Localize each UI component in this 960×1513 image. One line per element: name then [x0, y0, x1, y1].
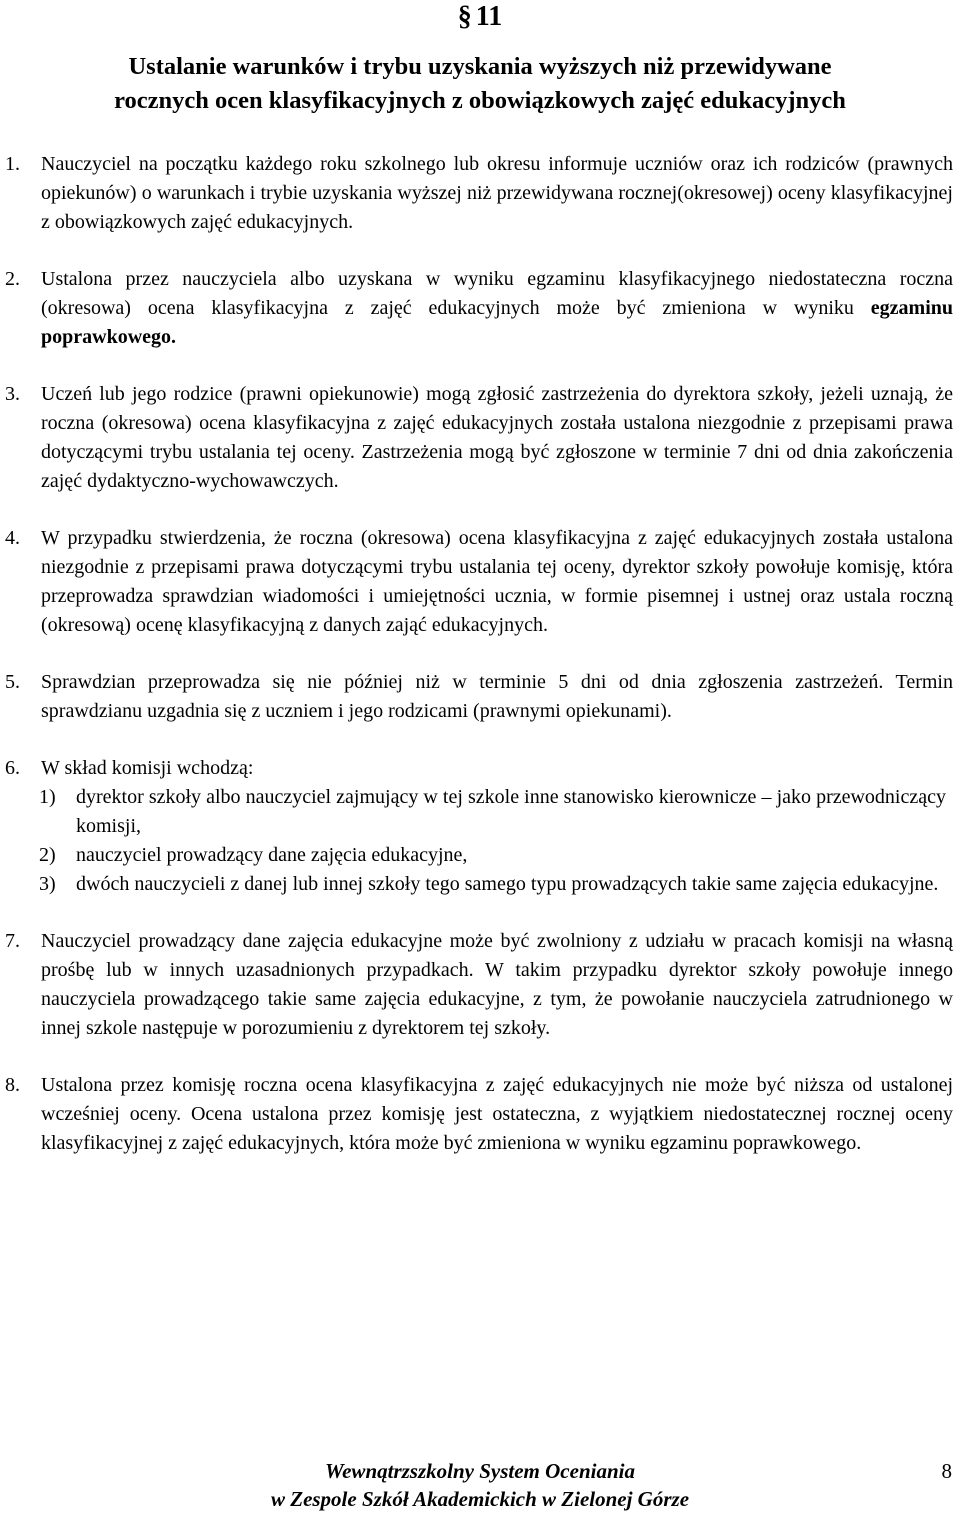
list-item: [0, 870, 953, 899]
page-title: [8, 50, 952, 118]
document-body: [0, 150, 960, 1186]
paragraph-6: [0, 754, 960, 899]
paragraph-2: [0, 265, 960, 352]
title-line-1: Ustalanie warunków i trybu uzyskania wyższych niż przewidywane: [128, 53, 832, 80]
paragraph-text: W przypadku stwierdzenia, że roczna (okresowa) ocena klasyfikacyjna z zajęć edukacyjnych została ustalona niezgodnie z przepisami prawa dotyczącymi trybu ustalania tej oceny, dyrektor szkoły powołuje komisję, która przeprowadza sprawdzian wiadomości i umiejętności ucznia, w formie pisemnej i ustnej oraz ustala roczną (okresową) ocenę klasyfikacyjną z danych zająć edukacyjnych.: [41, 527, 953, 636]
paragraph-number: 8.: [5, 1074, 20, 1096]
footer-line-1: Wewnątrzszkolny System Oceniania: [325, 1459, 635, 1483]
list-item-number: 3): [39, 873, 56, 895]
page-number: 8: [941, 1459, 952, 1483]
paragraph-text: W skład komisji wchodzą:: [41, 757, 254, 779]
paragraph-text: Uczeń lub jego rodzice (prawni opiekunowie) mogą zgłosić zastrzeżenia do dyrektora szkoły, jeżeli uznają, że roczna (okresowa) ocena klasyfikacyjna z zajęć edukacyjnych została ustalona niezgodnie z przepisami prawa dotyczącymi trybu ustalania tej oceny. Zastrzeżenia mogą być zgłoszone w terminie 7 dni od dnia zakończenia zajęć dydaktyczno-wychowawczych.: [41, 383, 953, 492]
paragraph-5: [0, 668, 960, 726]
page-footer: [0, 1457, 960, 1513]
list-item: [0, 841, 953, 870]
list-item: [0, 783, 953, 841]
paragraph-number: 5.: [5, 671, 20, 693]
paragraph-8: [0, 1071, 960, 1158]
paragraph-text: Ustalona przez nauczyciela albo uzyskana w wyniku egzaminu klasyfikacyjnego niedostateczna roczna (okresowa) ocena klasyfikacyjna z zajęć edukacyjnych może być zmieniona w wyniku: [41, 268, 953, 319]
paragraph-number: 4.: [5, 527, 20, 549]
paragraph-text: Nauczyciel na początku każdego roku szkolnego lub okresu informuje uczniów oraz ich rodziców (prawnych opiekunów) o warunkach i trybie uzyskania wyższej niż przewidywana rocznej(okresowej) oceny klasyfikacyjnej z obowiązkowych zajęć edukacyjnych.: [41, 153, 953, 233]
paragraph-1: [0, 150, 960, 237]
list-item-number: 1): [39, 786, 56, 808]
list-item-text: nauczyciel prowadzący dane zajęcia edukacyjne,: [76, 844, 468, 866]
list-item-number: 2): [39, 844, 56, 866]
paragraph-number: 6.: [5, 757, 20, 779]
paragraph-bold-text: egzaminu poprawkowego.: [41, 297, 953, 348]
section-heading: [0, 0, 960, 34]
section-number: 11: [475, 1, 503, 32]
title-line-2: rocznych ocen klasyfikacyjnych z obowiązkowych zajęć edukacyjnych: [114, 87, 846, 114]
footer-line-2: w Zespole Szkół Akademickich w Zielonej Górze: [270, 1487, 690, 1511]
paragraph-number: 1.: [5, 153, 20, 175]
paragraph-text: Nauczyciel prowadzący dane zajęcia edukacyjne może być zwolniony z udziału w pracach komisji na własną prośbę lub w innych uzasadnionych przypadkach. W takim przypadku dyrektor szkoły powołuje innego nauczyciela prowadzącego takie same zajęcia edukacyjne, z tym, że powołanie nauczyciela zatrudnionego w innej szkole następuje w porozumieniu z dyrektorem tej szkoły.: [41, 930, 953, 1039]
section-symbol: §: [457, 1, 472, 32]
committee-list: [0, 783, 953, 899]
list-item-text: dwóch nauczycieli z danej lub innej szkoły tego samego typu prowadzących takie same zajęcia edukacyjne.: [76, 873, 939, 895]
list-item-text: dyrektor szkoły albo nauczyciel zajmujący w tej szkole inne stanowisko kierownicze – jako przewodniczący komisji,: [76, 786, 946, 837]
paragraph-4: [0, 524, 960, 640]
paragraph-number: 7.: [5, 930, 20, 952]
paragraph-number: 2.: [5, 268, 20, 290]
paragraph-7: [0, 927, 960, 1043]
paragraph-text: Ustalona przez komisję roczna ocena klasyfikacyjna z zajęć edukacyjnych nie może być niższa od ustalonej wcześniej oceny. Ocena ustalona przez komisję jest ostateczna, z wyjątkiem niedostatecznej rocznej oceny klasyfikacyjnej z zajęć edukacyjnych, która może być zmieniona w wyniku egzaminu poprawkowego.: [41, 1074, 953, 1154]
paragraph-text: Sprawdzian przeprowadza się nie później niż w terminie 5 dni od dnia zgłoszenia zastrzeżeń. Termin sprawdzianu uzgadnia się z uczniem i jego rodzicami (prawnymi opiekunami).: [41, 671, 953, 722]
paragraph-number: 3.: [5, 383, 20, 405]
paragraph-3: [0, 380, 960, 496]
